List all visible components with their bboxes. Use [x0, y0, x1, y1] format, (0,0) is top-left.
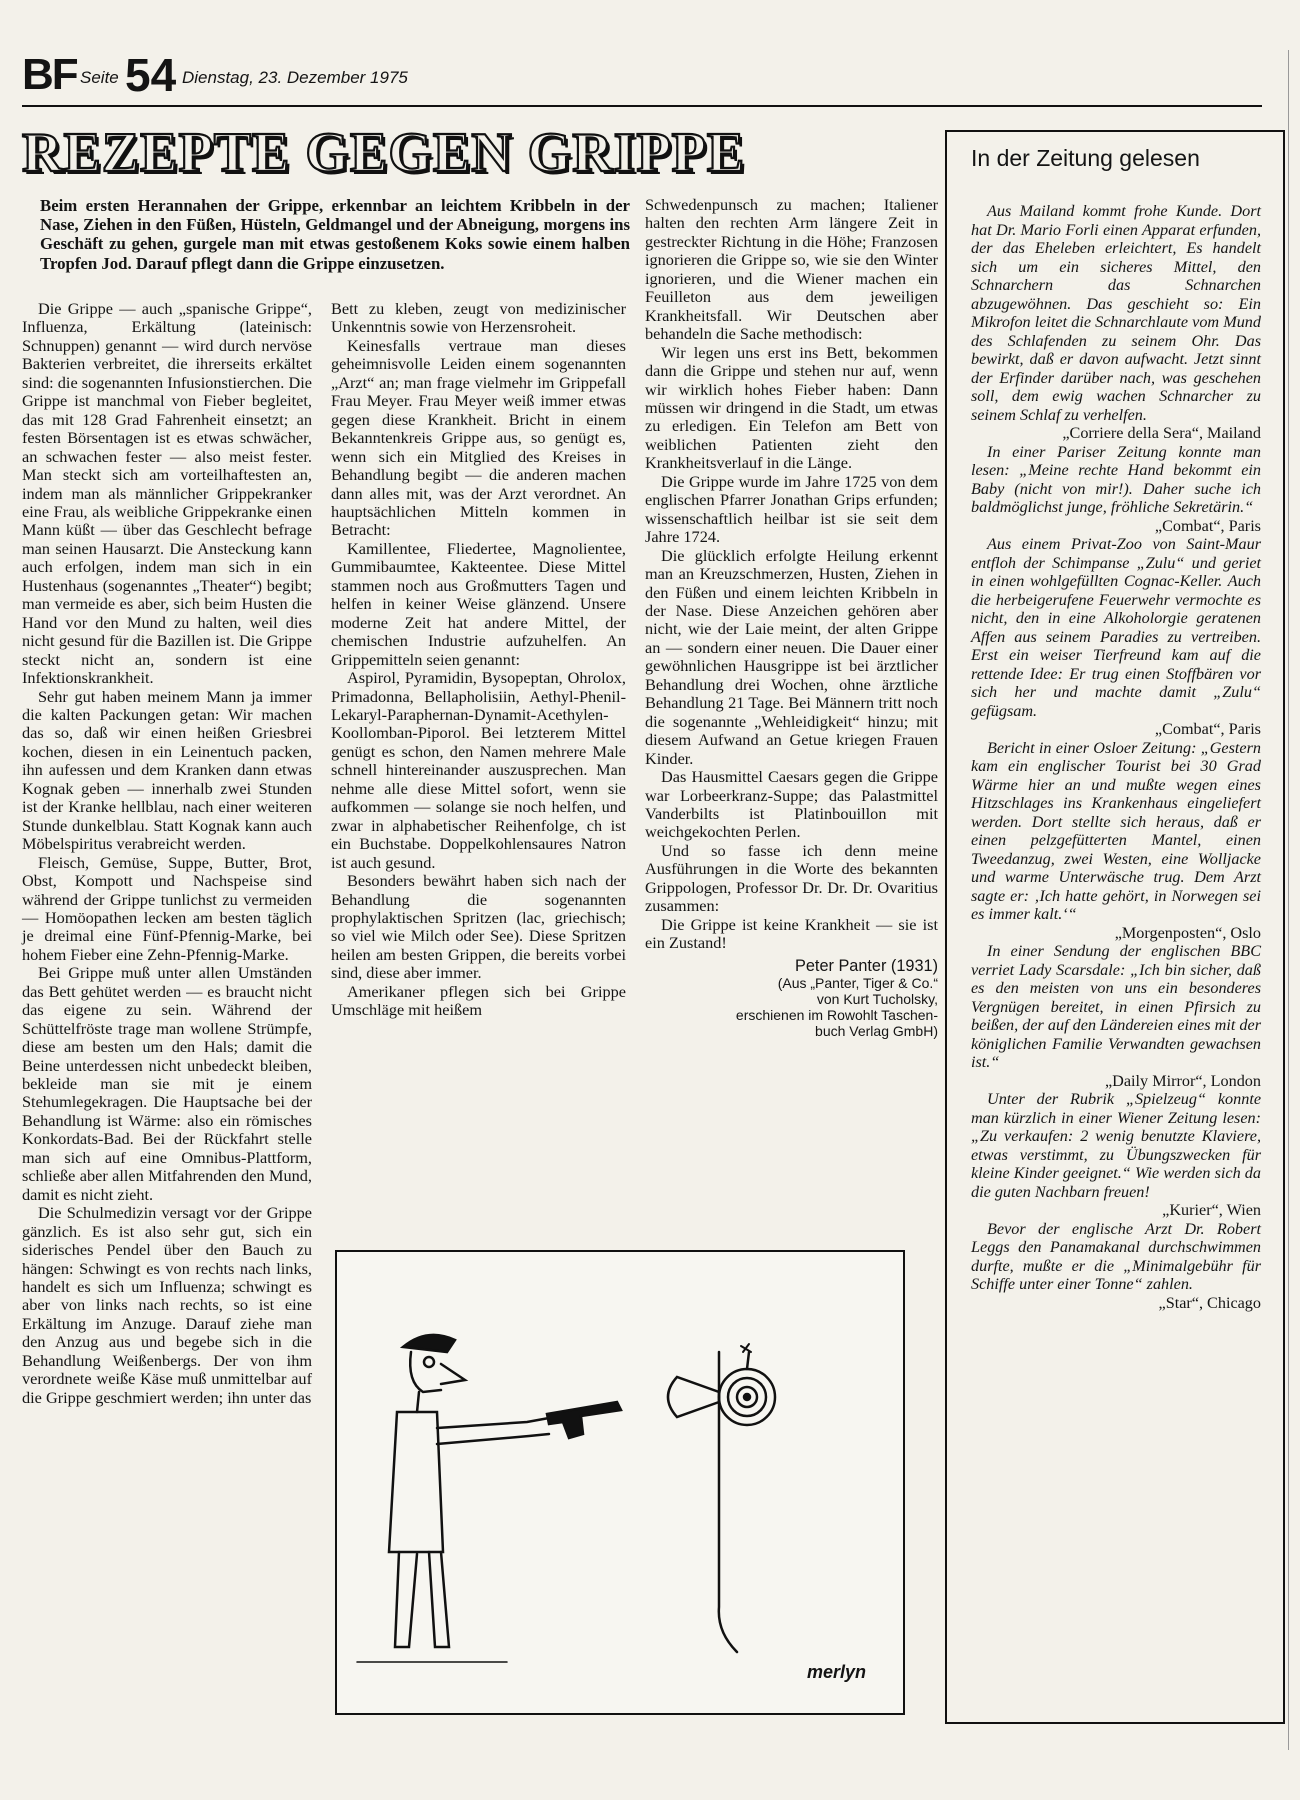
paragraph: Besonders bewährt haben sich nach der Behandlung die sogenannten prophylaktischen Spritzen (lac, griechisch; so viel wie Milch oder See). Diese Spritzen heilen am besten Grippen, die bereits vorbei sind, diese aber immer.	[331, 871, 626, 983]
paragraph: Kamillentee, Fliedertee, Magnolientee, Gummibaumtee, Kakteentee. Diese Mittel stammen noch aus Großmutters Tagen und helfen in keiner Weise glänzend. Unsere moderne Zeit hat andere Mittel, der chemischen Industrie aufzuhelfen. An Grippemitteln seien genannt:	[331, 538, 626, 669]
paragraph: Wir legen uns erst ins Bett, bekommen dann die Grippe und stehen nur auf, wenn wir wirklich hohes Fieber haben: Dann müssen wir dringend in die Stadt, um etwas zu erledigen. Ein Telefon am Bett von weiblichen Patienten zieht den Krankheitsverlauf in die Länge.	[645, 342, 938, 473]
sidebar-title: In der Zeitung gelesen	[971, 145, 1200, 171]
nose	[441, 1364, 465, 1384]
paragraph: Die Schulmedizin versagt vor der Grippe gänzlich. Es ist also sehr gut, sich ein siderisches Pendel über den Bauch zu hängen: Schwingt es von rechts nach links, handelt es sich um Influenza; schwingt es aber von links nach rechts, so ist eine Erkältung im Anzuge. Darauf ziehe man den Anzug aus und begebe sich in die Behandlung Weißenbergs. Der von ihm verordnete weiße Käse muß unmittelbar auf die Grippe geschmiert werden; ihn unter das	[22, 1203, 312, 1407]
cap	[403, 1335, 455, 1352]
issue-date: Dienstag, 23. Dezember 1975	[182, 68, 408, 87]
sidebar-source: „Daily Mirror“, London	[1105, 1071, 1261, 1090]
headline: REZEPTE GEGEN GRIPPE	[22, 122, 746, 184]
sidebar-body	[971, 202, 1261, 1312]
sidebar-item: Aus einem Privat-Zoo von Saint-Maur entfloh der Schimpanse „Zulu“ und geriet in einen wohlgefüllten Cognac-Keller. Auch die herbeigerufene Feuerwehr vermochte es nicht, den in eine Alkoholorgie geratenen Affen aus seinem Paradies zu vertreiben. Erst ein weiser Tierfreund kam auf die rettende Idee: Er trug einen Stoffbären vor sich her und machte damit „Zulu“ gefügsam.	[971, 535, 1261, 720]
paragraph: Das Hausmittel Caesars gegen die Grippe war Lorbeerkranz-Suppe; das Palastmittel Vanderbilts ist Platinbouillon mit weichgekochten Perlen.	[645, 767, 938, 842]
sidebar-box	[945, 130, 1285, 1724]
paragraph: Sehr gut haben meinem Mann ja immer die kalten Packungen getan: Wir machen das so, daß wir einen heißen Griesbrei kochen, diesen in ein Leinentuch packen, ihn aufessen und dem Kranken dann etwas Kognak geben — innerhalb zwei Stunden ist der Kranke hellblau, nach einer weiteren Stunde dunkelblau. Statt Kognak kann auch Möbelspiritus verabreicht werden.	[22, 686, 312, 854]
author: Peter Panter (1931)	[795, 956, 938, 975]
byline	[645, 957, 938, 1039]
sidebar-item: In einer Sendung der englischen BBC verriet Lady Scarsdale: „Ich bin sicher, daß es den meisten von uns ein besonderes Vergnügen bereitet, in einen Pfirsich zu beißen, der auf den Ländereien eines mit der königlichen Familie Verwandten gewachsen ist.“	[971, 942, 1261, 1071]
bullseye	[744, 1394, 750, 1400]
sidebar-source: „Combat“, Paris	[1154, 720, 1261, 738]
paragraph: Die glücklich erfolgte Heilung erkennt man an Kreuzschmerzen, Husten, Ziehen in den Füßen und einem leichten Kribbeln in der Nase. Diese Anzeichen gehören aber nicht, wie der Laie meint, der alten Grippe an — sondern einer neuen. Die Dauer einer gewöhnlichen Hausgrippe ist bei ärztlicher Behandlung drei Wochen, ohne ärztliche Behandlung 21 Tage. Bei Männern tritt noch die sogenannte „Wehleidigkeit“ hinzu; mit diesem Aufwand an Getue kriegen Frauen Kinder.	[645, 545, 938, 768]
sidebar-item: Aus Mailand kommt frohe Kunde. Dort hat Dr. Mario Forli einen Apparat erfunden, der das Eheleben erleichtert, Es handelt sich um ein sicheres Mittel, den Schnarchern das Schnarchen abzugewöhnen. Das geschieht so: Ein Mikrofon leitet die Schnarchlaute vom Mund des Schlafenden zu seinem Ohr. Das bewirkt, daß er davon aufwacht. Jetzt sinnt der Erfinder darüber nach, was geschehen soll, dem ewig wachen Schnarcher zu seinem Schlaf zu verhelfen.	[971, 202, 1261, 424]
paragraph: Die Grippe — auch „spanische Grippe“, Influenza, Erkältung (lateinisch: Schnuppen) genannt — wird durch nervöse Bakterien verbreitet, die ihrerseits erkältet sind: die sogenannten Infusionstierchen. Die Grippe ist manchmal von Fieber begleitet, das mit 128 Grad Fahrenheit einsetzt; an festen Börsentagen ist es etwas schwächer, an schwachen fester — also meist fester. Man steckt sich am vorteilhaftesten an, indem man als männlicher Grippekranker eine Frau, als weibliche Grippekranke einen Mann küßt — über das Geschlecht befrage man seinen Hausarzt. Die Ansteckung kann auch erfolgen, indem man sich in ein Hustenhaus (sogenanntes „Theater“) begibt; man vermeide es aber, sich beim Husten die Hand vor den Mund zu halten, weil dies nicht gesund für die Bazillen ist. Die Grippe steckt nicht an, sondern ist eine Infektionskrankheit.	[22, 299, 312, 688]
neck	[417, 1392, 419, 1412]
sidebar-source: „Star“, Chicago	[1158, 1293, 1261, 1312]
paper-logo: BF	[22, 50, 77, 99]
article-column-3	[645, 196, 938, 1039]
sidebar-item: Bericht in einer Osloer Zeitung: „Gestern kam ein englischer Tourist bei 30 Grad Wärme hier an und mußte wegen eines Hitzschlages ins Krankenhaus eingeliefert werden. Dort stellte sich heraus, daß er einen pelzgefütterten Mantel, einen Tweedanzug, zwei Westen, eine Wolljacke und warme Unterwäsche trug. Dem Arzt sagte er: ‚Ich hatte gehört, in Norwegen sei es immer kalt.‘“	[971, 738, 1261, 923]
arm-outer	[437, 1418, 549, 1428]
cartoon-illustration	[335, 1250, 905, 1715]
paragraph: Die Grippe wurde im Jahre 1725 von dem englischen Pfarrer Jonathan Grips erfunden; wissenschaftlich heilbar ist sie seit dem Jahre 1724.	[645, 471, 938, 547]
paragraph: Bett zu kleben, zeugt von medizinischer Unkenntnis sowie von Herzensroheit.	[331, 299, 626, 337]
leg-left	[395, 1552, 417, 1647]
pistol	[547, 1402, 621, 1438]
horn	[668, 1377, 719, 1417]
arm-inner	[437, 1434, 549, 1444]
source-line: buch Verlag GmbH)	[815, 1023, 938, 1040]
page-number: 54	[125, 49, 177, 101]
sidebar-source: „Kurier“, Wien	[1162, 1201, 1261, 1219]
sidebar-item: Unter der Rubrik „Spielzeug“ konnte man kürzlich in einer Wiener Zeitung lesen: „Zu verkaufen: 2 wenig benutzte Klaviere, etwas verstimmt, zu Übungszwecken für kleine Kinder geeignet.“ Wie werden sich da die guten Nachbarn freuen!	[971, 1090, 1261, 1201]
paragraph: Aspirol, Pyramidin, Bysopeptan, Ohrolox, Primadonna, Bellapholisiin, Aethyl-Phenil-Lekaryl-Paraphernan-Dynamit-Acethylen-Koollomban-Piporol. Bei letzterem Mittel genügt es schon, den Namen mehrere Male schnell hintereinander auszusprechen. Man nehme alle diese Mittel sofort, wenn sie aufkommen — solange sie noch helfen, und zwar in alphabetischer Reihenfolge, ch ist ein Buchstabe. Doppelkohlensaures Natron ist auch gesund.	[331, 668, 626, 872]
source-line: von Kurt Tucholsky,	[816, 991, 938, 1008]
paragraph: Amerikaner pflegen sich bei Grippe Umschläge mit heißem	[331, 981, 626, 1020]
sidebar-item: Bevor der englische Arzt Dr. Robert Leggs den Panamakanal durchschwimmen durfte, mußte er die „Minimalgebühr für Schiffe unter einer Tonne“ zahlen.	[971, 1219, 1261, 1293]
paragraph: Bei Grippe muß unter allen Umständen das Bett gehütet werden — es braucht nicht das eigene zu sein. Während der Schüttelfröste trage man wollene Strümpfe, diese am besten um den Hals; damit die Beine unterdessen nicht unbedeckt bleiben, bekleide man sie mit je einem Stehumlegekragen. Die Hauptsache bei der Behandlung ist Wärme: also ein römisches Konkordats-Bad. Bei der Rückfahrt stelle man sich auf eine Omnibus-Plattform, schließe aber allen Mitfahrenden den Mund, damit es nicht zieht.	[22, 963, 312, 1204]
target-top	[741, 1344, 751, 1352]
cartoonist-signature: merlyn	[807, 1662, 867, 1682]
sidebar-source: „Corriere della Sera“, Mailand	[1062, 424, 1261, 442]
paragraph: Die Grippe ist keine Krankheit — sie ist ein Zustand!	[645, 914, 938, 953]
sidebar-source: „Morgenposten“, Oslo	[1114, 923, 1261, 942]
paragraph: Schwedenpunsch zu machen; Italiener halten den rechten Arm längere Zeit in gestreckter Richtung in die Höhe; Franzosen ignorieren die Grippe so, wie sie den Winter ignorieren, und die Wiener machen ein Feuilleton aus dem jeweiligen Krankheitsfall. Wir Deutschen aber behandeln die Sache methodisch:	[645, 195, 938, 344]
paragraph: Und so fasse ich denn meine Ausführungen in die Worte des bekannten Grippologen, Professor Dr. Dr. Dr. Ovaritius zusammen:	[645, 840, 938, 916]
paragraph: Fleisch, Gemüse, Suppe, Butter, Brot, Obst, Kompott und Nachspeise sind während der Grippe tunlichst zu vermeiden — Homöopathen lecken am besten täglich je dreimal eine Fünf-Pfennig-Marke, bei hohem Fieber eine Zehn-Pfennig-Marke.	[22, 852, 312, 964]
page-edge-rule	[1288, 50, 1289, 1750]
masthead	[22, 50, 1262, 107]
source-line: erschienen im Rowohlt Taschen-	[735, 1007, 938, 1024]
article-column-1	[22, 300, 312, 1407]
eye	[424, 1357, 434, 1367]
target-stem	[747, 1352, 749, 1369]
leg-right	[429, 1552, 449, 1647]
sidebar-item: In einer Pariser Zeitung konnte man lesen: „Meine rechte Hand bekommt ein Baby (nicht von mir!). Daher suche ich baldmöglichst junge, fröhliche Sekretärin.“	[971, 442, 1261, 516]
sidebar-source: „Combat“, Paris	[1154, 516, 1261, 535]
cartoon-drawing	[337, 1252, 903, 1713]
page-label: Seite	[80, 68, 119, 87]
paragraph: Keinesfalls vertraue man dieses geheimnisvolle Leiden einem sogenannten „Arzt“ an; man frage vielmehr im Grippefall Frau Meyer. Frau Meyer weiß immer etwas gegen diese Krankheit. Bricht in einem Bekanntenkreis Grippe aus, so genügt es, wenn sich ein Mitglied des Kreises in Behandlung begibt — die anderen machen dann alles mit, was der Arzt verordnet. An hauptsächlichen Mitteln kommen in Betracht:	[331, 335, 626, 540]
article-column-2	[331, 300, 626, 1020]
lead-paragraph: Beim ersten Herannahen der Grippe, erkennbar an leichtem Kribbeln in der Nase, Ziehen in den Füßen, Hüsteln, Geldmangel und der Abneigung, morgens ins Geschäft zu gehen, gurgele man mit etwas gestoßenem Koks sowie einem halben Tropfen Jod. Darauf pflegt dann die Grippe einzusetzen.	[40, 196, 630, 273]
source-line: (Aus „Panter, Tiger & Co.“	[777, 975, 938, 992]
torso	[389, 1412, 443, 1552]
